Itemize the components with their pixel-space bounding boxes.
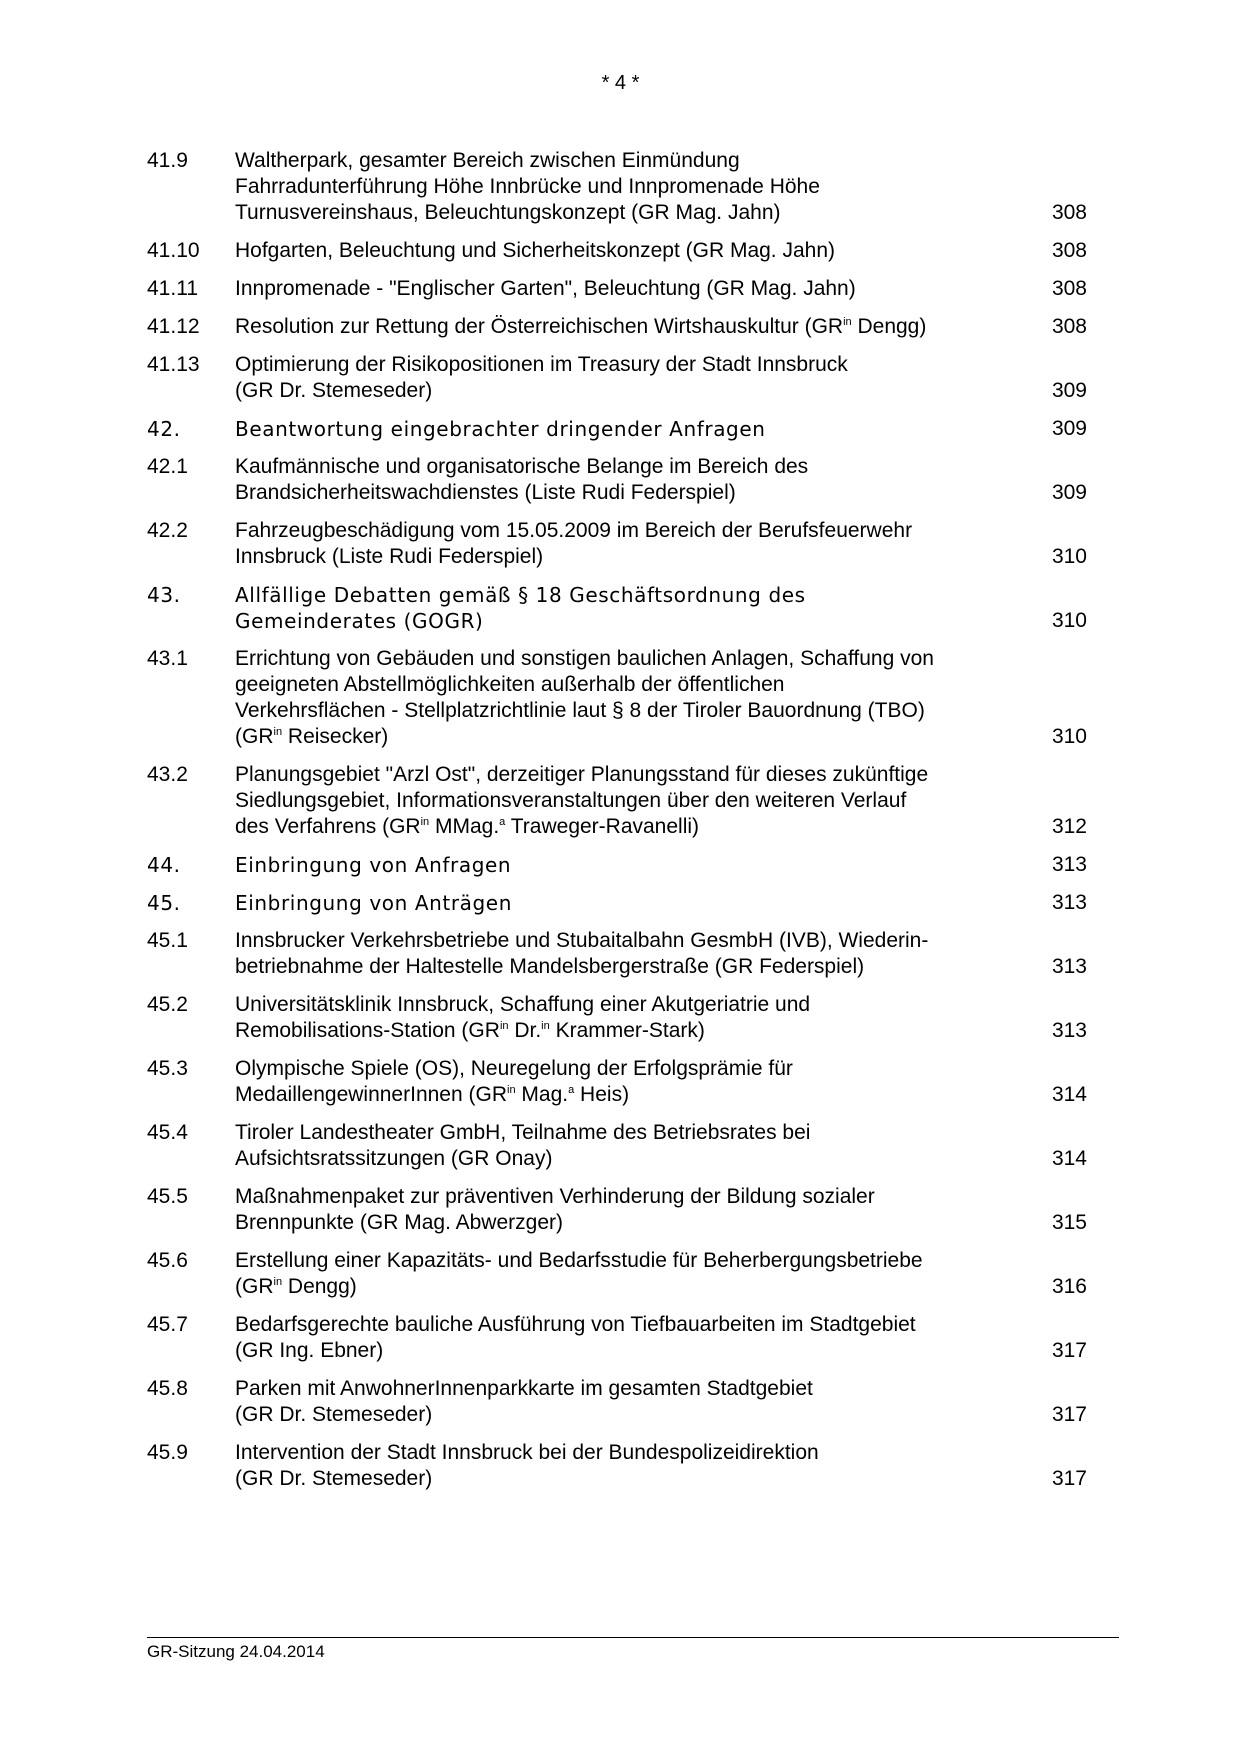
toc-entry: [147, 992, 1087, 1044]
toc-entry: [147, 148, 1087, 226]
toc-entry-title-line: Erstellung einer Kapazitäts- und Bedarfsstudie für Beherbergungsbetriebe: [235, 1249, 923, 1272]
toc-entry-title: [235, 276, 1027, 302]
toc-entry-title: [235, 582, 1027, 634]
toc-entry-title-line: Brennpunkte (GR Mag. Abwerzger): [235, 1211, 563, 1234]
toc-entry-title-line: Olympische Spiele (OS), Neuregelung der Erfolgsprämie für: [235, 1057, 793, 1080]
toc-entry-page: 309: [1051, 481, 1087, 504]
toc-entry-number: 45.7: [147, 1313, 188, 1336]
toc-entry-title-line: (GR Dr. Stemeseder): [235, 1403, 433, 1426]
toc-entry-title: [235, 852, 1027, 878]
toc-entry: [147, 314, 1087, 340]
toc-entry-number: 45.5: [147, 1185, 188, 1208]
toc-entry: [147, 1120, 1087, 1172]
toc-entry-title-line: des Verfahrens ($GR^{in}$ MMag.$^a$ Traweger-Ravanelli): [235, 815, 700, 838]
toc-entry-number: 45.4: [147, 1121, 188, 1144]
toc-entry-title: [235, 1184, 1027, 1236]
toc-entry-title-line: Errichtung von Gebäuden und sonstigen baulichen Anlagen, Schaffung von: [235, 647, 934, 670]
toc-entry-title-line: Remobilisations-Station ($GR^{in}$ Dr.$^{in}$ Krammer-Stark): [235, 1019, 705, 1042]
toc-entry-title-line: Allfällige Debatten gemäß § 18 Geschäftsordnung des: [235, 583, 806, 607]
toc-entry: [147, 518, 1087, 570]
toc-entry-title-line: Gemeinderates (GOGR): [235, 609, 484, 633]
toc-entry-title-line: Turnusvereinshaus, Beleuchtungskonzept (GR Mag. Jahn): [235, 201, 781, 224]
toc-entry-title-line: Kaufmännische und organisatorische Belange im Bereich des: [235, 455, 809, 478]
toc-entry-title-line: Parken mit AnwohnerInnenparkkarte im gesamten Stadtgebiet: [235, 1377, 813, 1400]
toc-entry-title: [235, 518, 1027, 570]
toc-entry-number: 45.: [147, 891, 181, 915]
toc-entry: [147, 762, 1087, 840]
toc-entry: [147, 1440, 1087, 1492]
toc-entry-page: 314: [1051, 1147, 1087, 1170]
toc-entry: [147, 416, 1087, 442]
toc-entry-title-line: Planungsgebiet "Arzl Ost", derzeitiger Planungsstand für dieses zukünftige: [235, 763, 929, 786]
toc-entry-number: 42.2: [147, 519, 188, 542]
toc-entry-page: 317: [1051, 1403, 1087, 1426]
toc-entry-number: 41.10: [147, 239, 200, 262]
toc-entry-title-line: Beantwortung eingebrachter dringender Anfragen: [235, 417, 766, 441]
toc-entry-title: [235, 238, 1027, 264]
toc-entry-title-line: Universitätsklinik Innsbruck, Schaffung einer Akutgeriatrie und: [235, 993, 811, 1016]
toc-entry: [147, 1312, 1087, 1364]
toc-entry-title-line: Maßnahmenpaket zur präventiven Verhinderung der Bildung sozialer: [235, 1185, 875, 1208]
toc-entry: [147, 276, 1087, 302]
footer-session-date: GR-Sitzung 24.04.2014: [147, 1642, 325, 1661]
toc-entry-title-line: (GR Dr. Stemeseder): [235, 379, 433, 402]
toc-entry-title: [235, 416, 1027, 442]
toc-entry-page: 313: [1051, 891, 1087, 914]
toc-entry: [147, 928, 1087, 980]
toc-entry-number: 41.9: [147, 149, 188, 172]
toc-entry: [147, 1184, 1087, 1236]
toc-entry-title-line: ($GR^{in}$ Reisecker): [235, 725, 389, 748]
toc-entry-title-line: Intervention der Stadt Innsbruck bei der Bundespolizeidirektion: [235, 1441, 819, 1464]
toc-entry-title: [235, 992, 1027, 1044]
toc-entry-title-line: Aufsichtsratssitzungen (GR Onay): [235, 1147, 553, 1170]
toc-entry-number: 45.6: [147, 1249, 188, 1272]
toc-entry-title-line: Bedarfsgerechte bauliche Ausführung von Tiefbauarbeiten im Stadtgebiet: [235, 1313, 916, 1336]
toc-entry-title: [235, 1248, 1027, 1300]
toc-entry-title-line: betriebnahme der Haltestelle Mandelsbergerstraße (GR Federspiel): [235, 955, 865, 978]
toc-entry-page: 313: [1051, 853, 1087, 876]
toc-entry-title-line: Innsbrucker Verkehrsbetriebe und Stubaitalbahn GesmbH (IVB), Wiederin-: [235, 929, 929, 952]
toc-entry-title-line: Innsbruck (Liste Rudi Federspiel): [235, 545, 544, 568]
toc-entry-page: 308: [1051, 277, 1087, 300]
toc-entry-page: 310: [1051, 725, 1087, 748]
toc-entry-title-line: Innpromenade - "Englischer Garten", Beleuchtung (GR Mag. Jahn): [235, 277, 856, 300]
toc-entry-title-line: Resolution zur Rettung der Österreichischen Wirtshauskultur ($GR^{in}$ Dengg): [235, 315, 927, 338]
toc-entry-number: 41.12: [147, 315, 200, 338]
toc-entry-title-line: Fahrradunterführung Höhe Innbrücke und Innpromenade Höhe: [235, 175, 820, 198]
toc-entry: [147, 238, 1087, 264]
toc-entry-page: 308: [1051, 315, 1087, 338]
toc-entry-title-line: Optimierung der Risikopositionen im Treasury der Stadt Innsbruck: [235, 353, 848, 376]
toc-entry-title: [235, 352, 1027, 404]
toc-entry-page: 309: [1051, 417, 1087, 440]
footer-divider: [147, 1637, 1119, 1638]
toc-entry: [147, 352, 1087, 404]
toc-entry-number: 43.2: [147, 763, 188, 786]
toc-entry-page: 308: [1051, 201, 1087, 224]
toc-entry: [147, 582, 1087, 634]
toc-entry-title: [235, 1120, 1027, 1172]
toc-entry-title: [235, 454, 1027, 506]
toc-entry-title: [235, 1312, 1027, 1364]
toc-entry-page: 310: [1051, 545, 1087, 568]
toc-entry: [147, 1056, 1087, 1108]
toc-entry-title-line: Brandsicherheitswachdienstes (Liste Rudi Federspiel): [235, 481, 736, 504]
table-of-contents: [147, 148, 1087, 1504]
toc-entry: [147, 1376, 1087, 1428]
toc-entry-number: 42.1: [147, 455, 188, 478]
toc-entry-title: [235, 890, 1027, 916]
toc-entry: [147, 454, 1087, 506]
toc-entry-page: 317: [1051, 1339, 1087, 1362]
toc-entry-title: [235, 1440, 1027, 1492]
toc-entry-number: 44.: [147, 853, 181, 877]
toc-entry-number: 43.: [147, 583, 181, 607]
toc-entry-title: [235, 646, 1027, 750]
toc-entry-page: 310: [1051, 609, 1087, 632]
toc-entry-page: 312: [1051, 815, 1087, 838]
toc-entry-title-line: Siedlungsgebiet, Informationsveranstaltungen über den weiteren Verlauf: [235, 789, 907, 812]
toc-entry-title: [235, 314, 1027, 340]
toc-entry-page: 315: [1051, 1211, 1087, 1234]
toc-entry-title: [235, 928, 1027, 980]
toc-entry-page: 308: [1051, 239, 1087, 262]
toc-entry-title-line: Hofgarten, Beleuchtung und Sicherheitskonzept (GR Mag. Jahn): [235, 239, 836, 262]
page-number: * 4 *: [601, 72, 640, 94]
toc-entry-title-line: (GR Ing. Ebner): [235, 1339, 384, 1362]
toc-entry-page: 313: [1051, 955, 1087, 978]
toc-entry-title-line: Einbringung von Anträgen: [235, 891, 512, 915]
toc-entry-page: 317: [1051, 1467, 1087, 1490]
toc-entry-title: [235, 148, 1027, 226]
toc-entry: [147, 852, 1087, 878]
toc-entry-title-line: Waltherpark, gesamter Bereich zwischen Einmündung: [235, 149, 740, 172]
toc-entry-number: 42.: [147, 417, 181, 441]
toc-entry-number: 41.13: [147, 353, 200, 376]
toc-entry-number: 45.9: [147, 1441, 188, 1464]
toc-entry-title-line: ($GR^{in}$ Dengg): [235, 1275, 357, 1298]
toc-entry-title-line: Einbringung von Anfragen: [235, 853, 512, 877]
toc-entry-number: 45.2: [147, 993, 188, 1016]
toc-entry-title-line: MedaillengewinnerInnen ($GR^{in}$ Mag.$^a$ Heis): [235, 1083, 630, 1106]
toc-entry-number: 45.3: [147, 1057, 188, 1080]
toc-entry: [147, 646, 1087, 750]
toc-entry-number: 45.8: [147, 1377, 188, 1400]
toc-entry-title-line: Verkehrsflächen - Stellplatzrichtlinie laut § 8 der Tiroler Bauordnung (TBO): [235, 699, 925, 722]
toc-entry-title-line: (GR Dr. Stemeseder): [235, 1467, 433, 1490]
toc-entry-title: [235, 1376, 1027, 1428]
toc-entry: [147, 1248, 1087, 1300]
toc-entry-page: 314: [1051, 1083, 1087, 1106]
toc-entry-page: 313: [1051, 1019, 1087, 1042]
toc-entry-title: [235, 762, 1027, 840]
toc-entry-page: 316: [1051, 1275, 1087, 1298]
toc-entry-number: 41.11: [147, 277, 198, 300]
toc-entry-page: 309: [1051, 379, 1087, 402]
toc-entry-number: 45.1: [147, 929, 188, 952]
toc-entry: [147, 890, 1087, 916]
toc-entry-title: [235, 1056, 1027, 1108]
toc-entry-title-line: Tiroler Landestheater GmbH, Teilnahme des Betriebsrates bei: [235, 1121, 811, 1144]
toc-entry-title-line: Fahrzeugbeschädigung vom 15.05.2009 im Bereich der Berufsfeuerwehr: [235, 519, 913, 542]
toc-entry-title-line: geeigneten Abstellmöglichkeiten außerhalb der öffentlichen: [235, 673, 785, 696]
toc-entry-number: 43.1: [147, 647, 188, 670]
